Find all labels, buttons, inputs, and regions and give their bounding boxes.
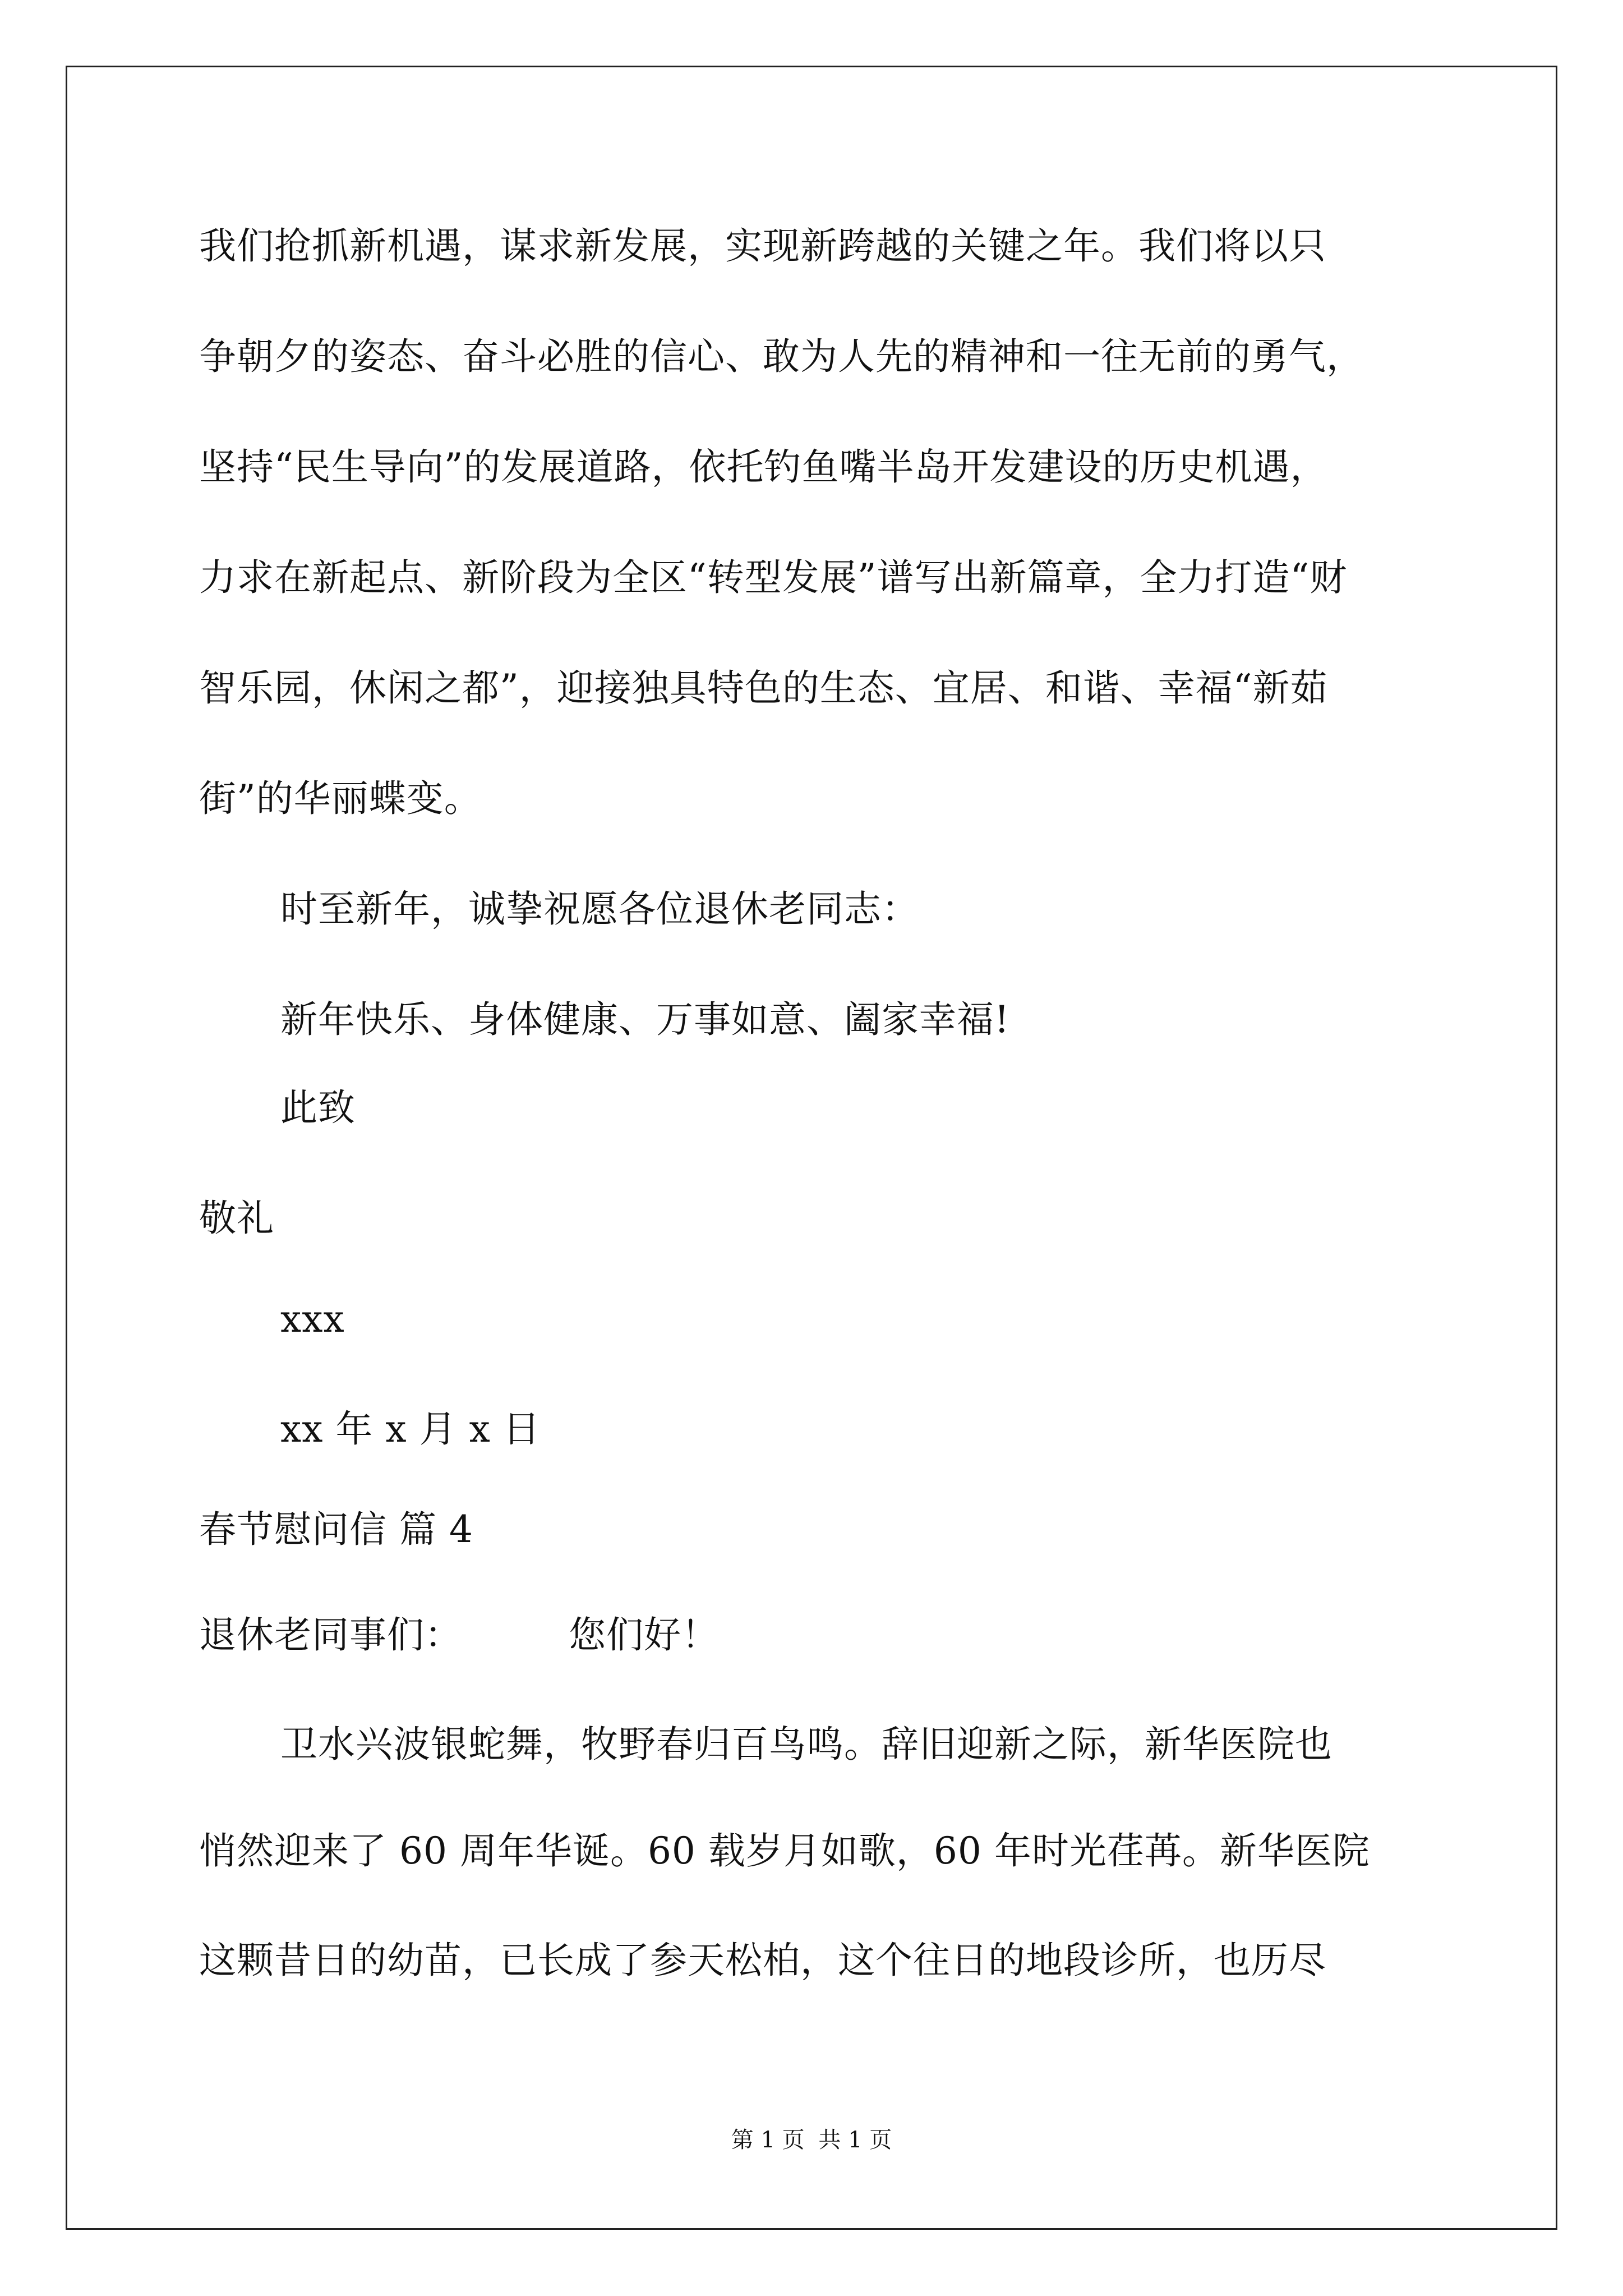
text-line-18: 这颗昔日的幼苗，已长成了参天松柏，这个往日的地段诊所，也历尽	[199, 1939, 1326, 1982]
text-line-3: 坚持“民生导向”的发展道路，依托钓鱼嘴半岛开发建设的历史机遇，	[199, 445, 1328, 489]
salutation: 退休老同事们：	[199, 1613, 462, 1657]
text-line-17: 悄然迎来了 60 周年华诞。60 载岁月如歌，60 年时光荏苒。新华医院	[199, 1829, 1370, 1872]
text-line-8: 新年快乐、身体健康、万事如意、阖家幸福!	[280, 998, 1010, 1041]
text-line-6: 街”的华丽蝶变。	[199, 777, 482, 820]
greeting: 您们好！	[569, 1613, 719, 1657]
signature-name: xxx	[280, 1297, 345, 1341]
text-line-4: 力求在新起点、新阶段为全区“转型发展”谱写出新篇章，全力打造“财	[199, 556, 1348, 599]
text-line-1: 我们抢抓新机遇，谋求新发展，实现新跨越的关键之年。我们将以只	[199, 224, 1326, 268]
text-line-16: 卫水兴波银蛇舞，牧野春归百鸟鸣。辞旧迎新之际，新华医院也	[280, 1723, 1332, 1766]
salutation-line	[199, 1613, 719, 1658]
closing-cizhi: 此致	[280, 1086, 356, 1129]
text-line-7: 时至新年，诚挚祝愿各位退休老同志：	[280, 887, 919, 931]
signature-date: xx 年 x 月 x 日	[280, 1407, 541, 1451]
text-line-5: 智乐园，休闲之都”，迎接独具特色的生态、宜居、和谐、幸福“新茹	[199, 666, 1328, 710]
section-heading: 春节慰问信 篇 4	[199, 1508, 473, 1551]
page-footer	[0, 2126, 1623, 2154]
page-border	[66, 66, 1557, 2230]
page-number: 第 1 页	[731, 2127, 805, 2153]
text-line-2: 争朝夕的姿态、奋斗必胜的信心、敢为人先的精神和一往无前的勇气，	[199, 335, 1364, 378]
closing-jingli: 敬礼	[199, 1197, 274, 1240]
page-total: 共 1 页	[818, 2127, 892, 2153]
